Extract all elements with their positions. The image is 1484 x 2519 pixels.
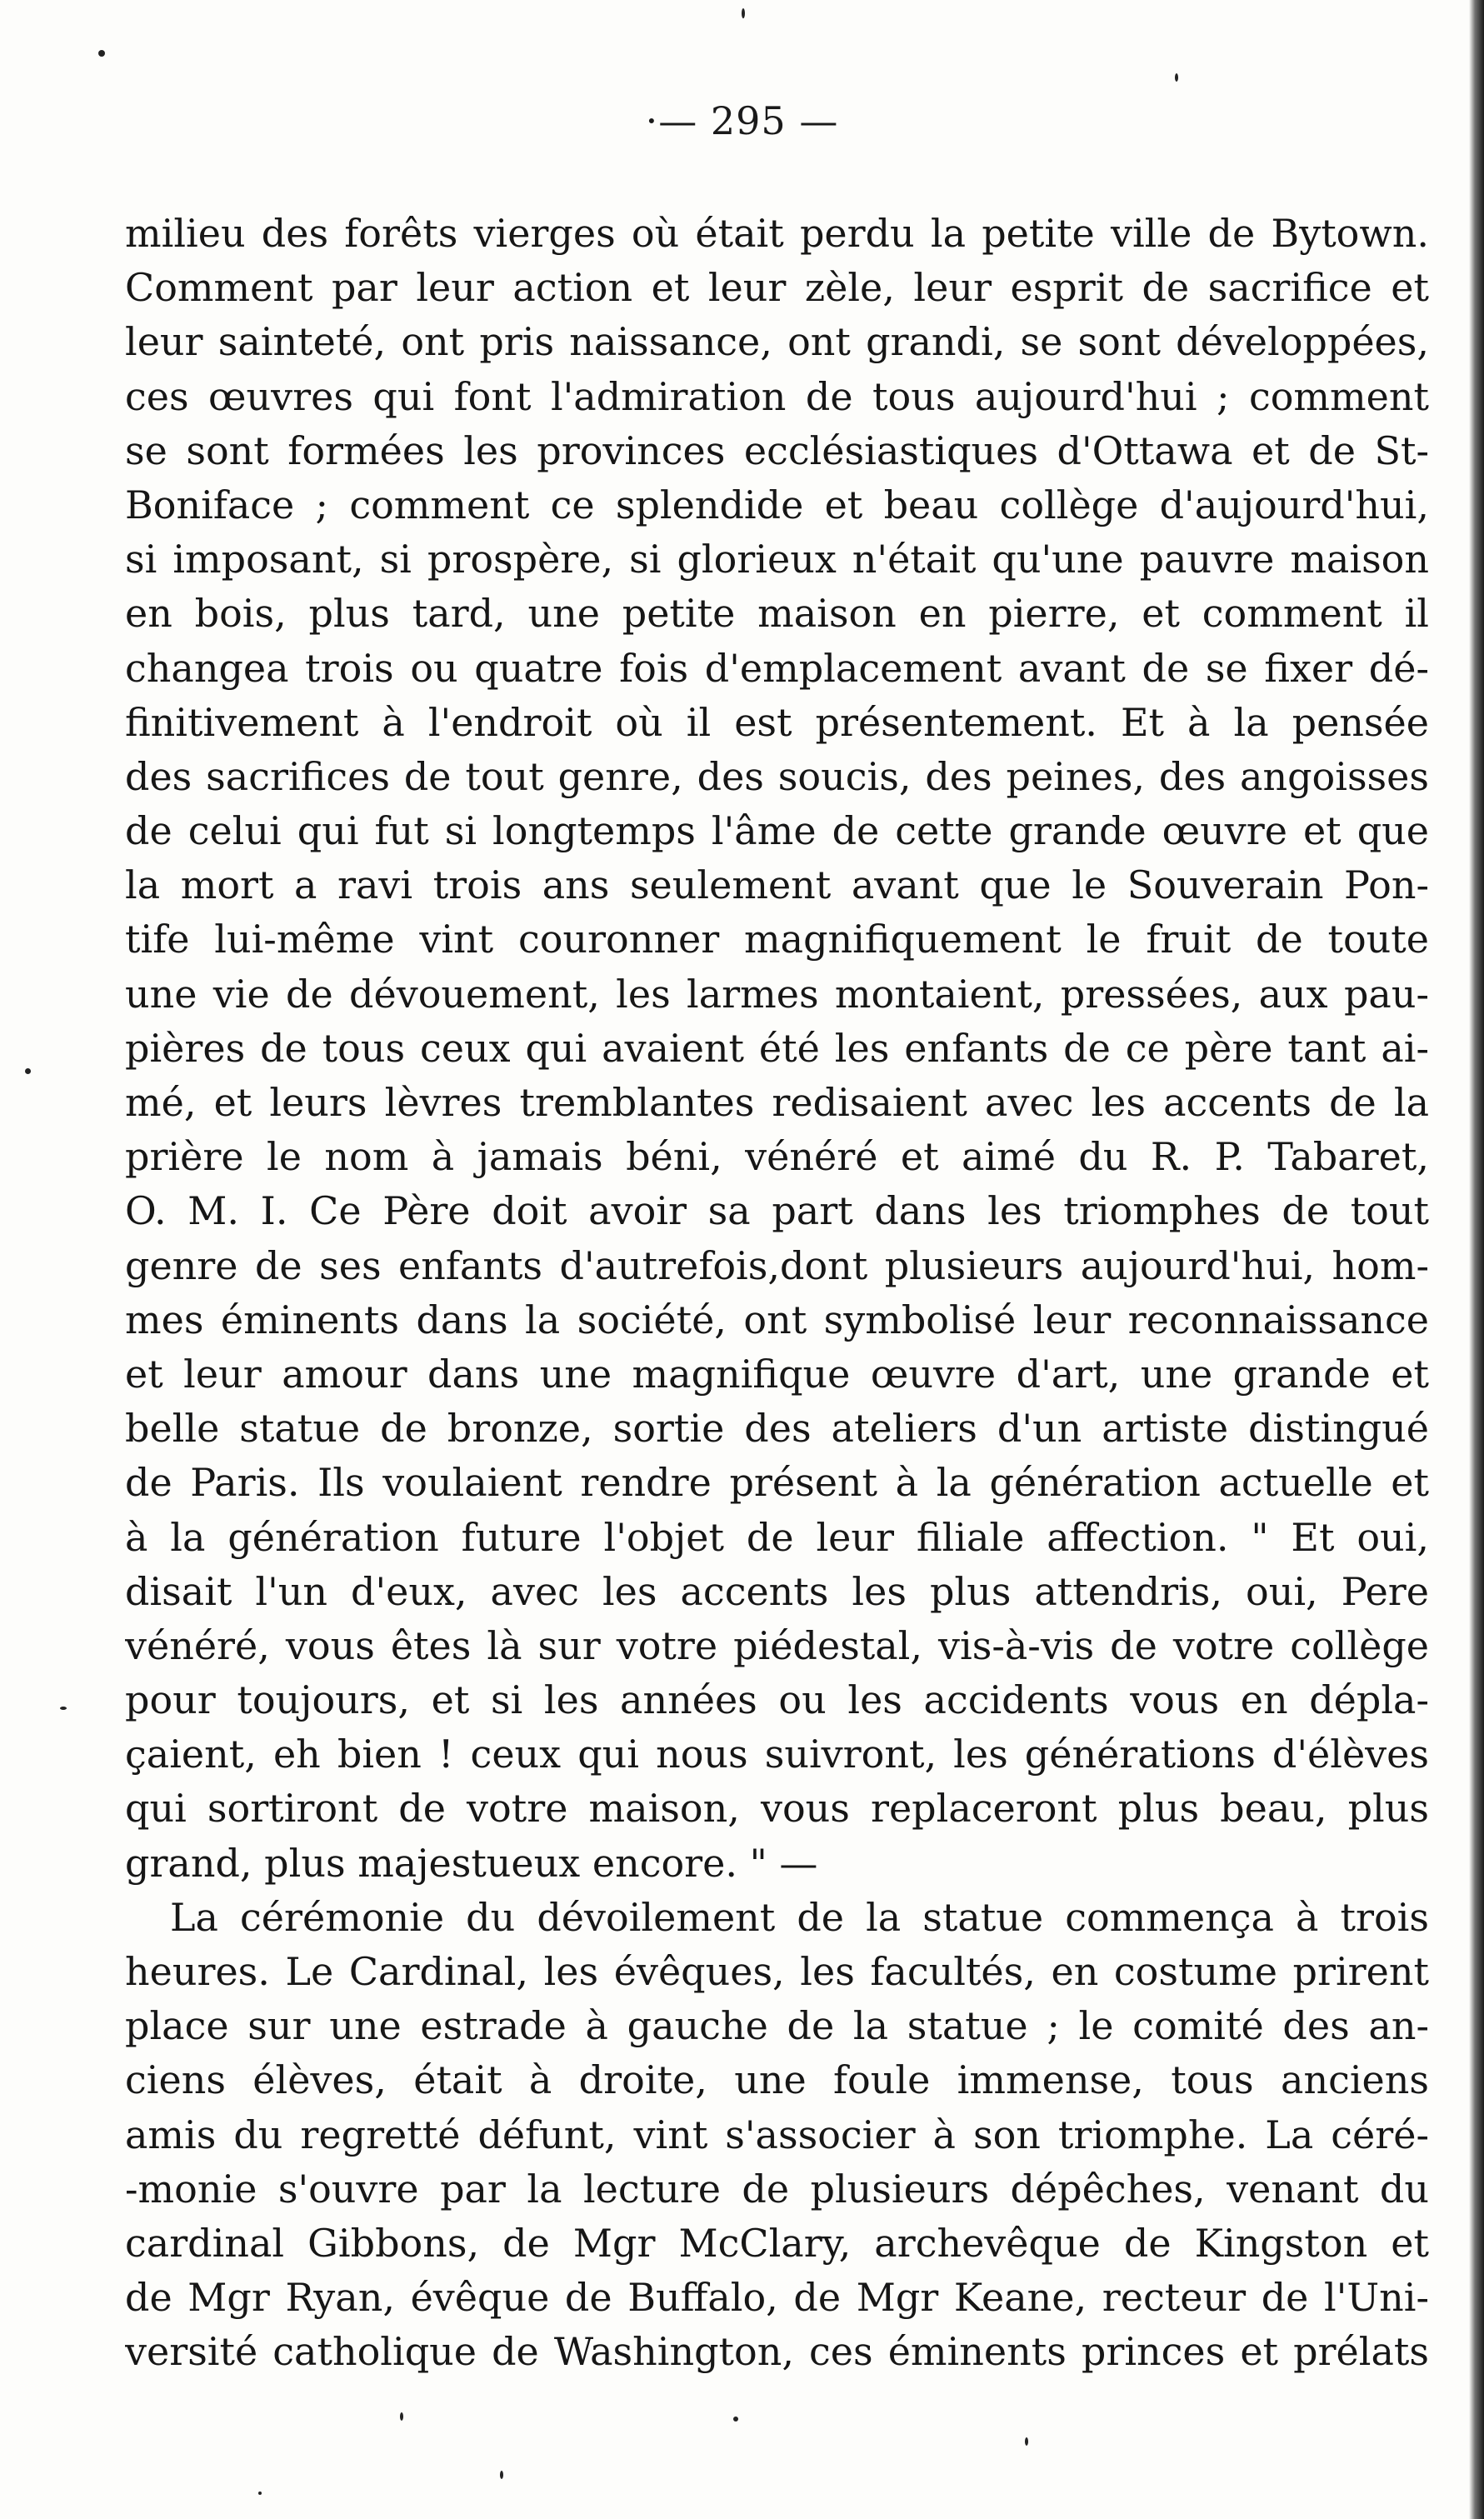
text-line: en bois, plus tard, une petite maison en pierre, et comment il (125, 591, 1429, 637)
text-line: milieu des forêts vierges où était perdu la petite ville de Bytown. (125, 211, 1429, 256)
scan-speck (500, 2471, 503, 2479)
binding-shadow (1469, 0, 1484, 2519)
text-line: à la génération future l'objet de leur filiale affection. " Et oui, (125, 1514, 1429, 1560)
scan-speck (733, 2417, 738, 2422)
text-line: tife lui-même vint couronner magnifiquement le fruit de toute (125, 917, 1429, 962)
paragraph-1 (125, 207, 1429, 1891)
text-line: leur sainteté, ont pris naissance, ont grandi, se sont développées, (125, 319, 1429, 365)
text-line: la mort a ravi trois ans seulement avant que le Souverain Pon- (125, 862, 1429, 908)
text-line: Boniface ; comment ce splendide et beau collège d'aujourd'hui, (125, 482, 1429, 527)
text-line: vénéré, vous êtes là sur votre piédestal, vis-à-vis de votre collège (125, 1622, 1429, 1668)
text-line: Comment par leur action et leur zèle, leur esprit de sacrifice et (125, 265, 1429, 311)
text-line: versité catholique de Washington, ces éminents princes et prélats (125, 2329, 1429, 2375)
page-number: ·— 295 — (645, 98, 839, 143)
text-line: de Mgr Ryan, évêque de Buffalo, de Mgr Keane, recteur de l'Uni- (125, 2275, 1429, 2321)
text-line: qui sortiront de votre maison, vous replaceront plus beau, plus (125, 1786, 1429, 1832)
text-line: pières de tous ceux qui avaient été les enfants de ce père tant ai- (125, 1025, 1429, 1071)
scan-speck (60, 1707, 67, 1710)
text-line: çaient, eh bien ! ceux qui nous suivront, les générations d'élèves (125, 1732, 1429, 1777)
text-line: grand, plus majestueux encore. " — (125, 1840, 818, 1886)
text-line: heures. Le Cardinal, les évêques, les facultés, en costume prirent (125, 1949, 1429, 1994)
paragraph-2 (125, 1891, 1429, 2380)
text-line: mes éminents dans la société, ont symbolisé leur reconnaissance (125, 1297, 1429, 1342)
text-line: changea trois ou quatre fois d'emplacement avant de se fixer dé- (125, 645, 1429, 691)
text-line: genre de ses enfants d'autrefois,dont plusieurs aujourd'hui, hom- (125, 1242, 1429, 1288)
scan-speck (258, 2492, 262, 2495)
text-line: ces œuvres qui font l'admiration de tous aujourd'hui ; comment (125, 373, 1429, 419)
scan-speck (25, 1068, 31, 1074)
scan-speck (1175, 73, 1178, 82)
body-text (125, 207, 1429, 2380)
text-line: belle statue de bronze, sortie des ateliers d'un artiste distingué (125, 1406, 1429, 1452)
text-line: disait l'un d'eux, avec les accents les plus attendris, oui, Pere (125, 1568, 1429, 1614)
text-line: mé, et leurs lèvres tremblantes redisaient avec les accents de la (125, 1080, 1429, 1125)
text-line: finitivement à l'endroit où il est présentement. Et à la pensée (125, 699, 1429, 745)
text-line: de celui qui fut si longtemps l'âme de cette grande œuvre et que (125, 808, 1429, 854)
text-line: ciens élèves, était à droite, une foule immense, tous anciens (125, 2057, 1429, 2103)
text-line: O. M. I. Ce Père doit avoir sa part dans les triomphes de tout (125, 1188, 1429, 1234)
text-line: de Paris. Ils voulaient rendre présent à la génération actuelle et (125, 1460, 1429, 1506)
text-line: -monie s'ouvre par la lecture de plusieurs dépêches, venant du (125, 2166, 1429, 2212)
text-line: pour toujours, et si les années ou les accidents vous en dépla- (125, 1677, 1429, 1723)
text-line: La cérémonie du dévoilement de la statue commença à trois (170, 1894, 1429, 1940)
text-line: une vie de dévouement, les larmes montaient, pressées, aux pau- (125, 971, 1429, 1017)
scan-speck (98, 50, 105, 57)
scan-speck (742, 8, 745, 18)
text-line: se sont formées les provinces ecclésiastiques d'Ottawa et de St- (125, 427, 1429, 473)
scan-speck (400, 2412, 403, 2421)
text-line: cardinal Gibbons, de Mgr McClary, archevêque de Kingston et (125, 2220, 1429, 2266)
text-line: place sur une estrade à gauche de la statue ; le comité des an- (125, 2003, 1429, 2049)
text-line: des sacrifices de tout genre, des soucis, des peines, des angoisses (125, 753, 1429, 799)
scan-speck (1025, 2437, 1028, 2446)
text-line: si imposant, si prospère, si glorieux n'était qu'une pauvre maison (125, 537, 1429, 582)
text-line: prière le nom à jamais béni, vénéré et aimé du R. P. Tabaret, (125, 1134, 1429, 1180)
text-line: amis du regretté défunt, vint s'associer à son triomphe. La céré- (125, 2112, 1429, 2157)
text-line: et leur amour dans une magnifique œuvre d'art, une grande et (125, 1351, 1429, 1397)
